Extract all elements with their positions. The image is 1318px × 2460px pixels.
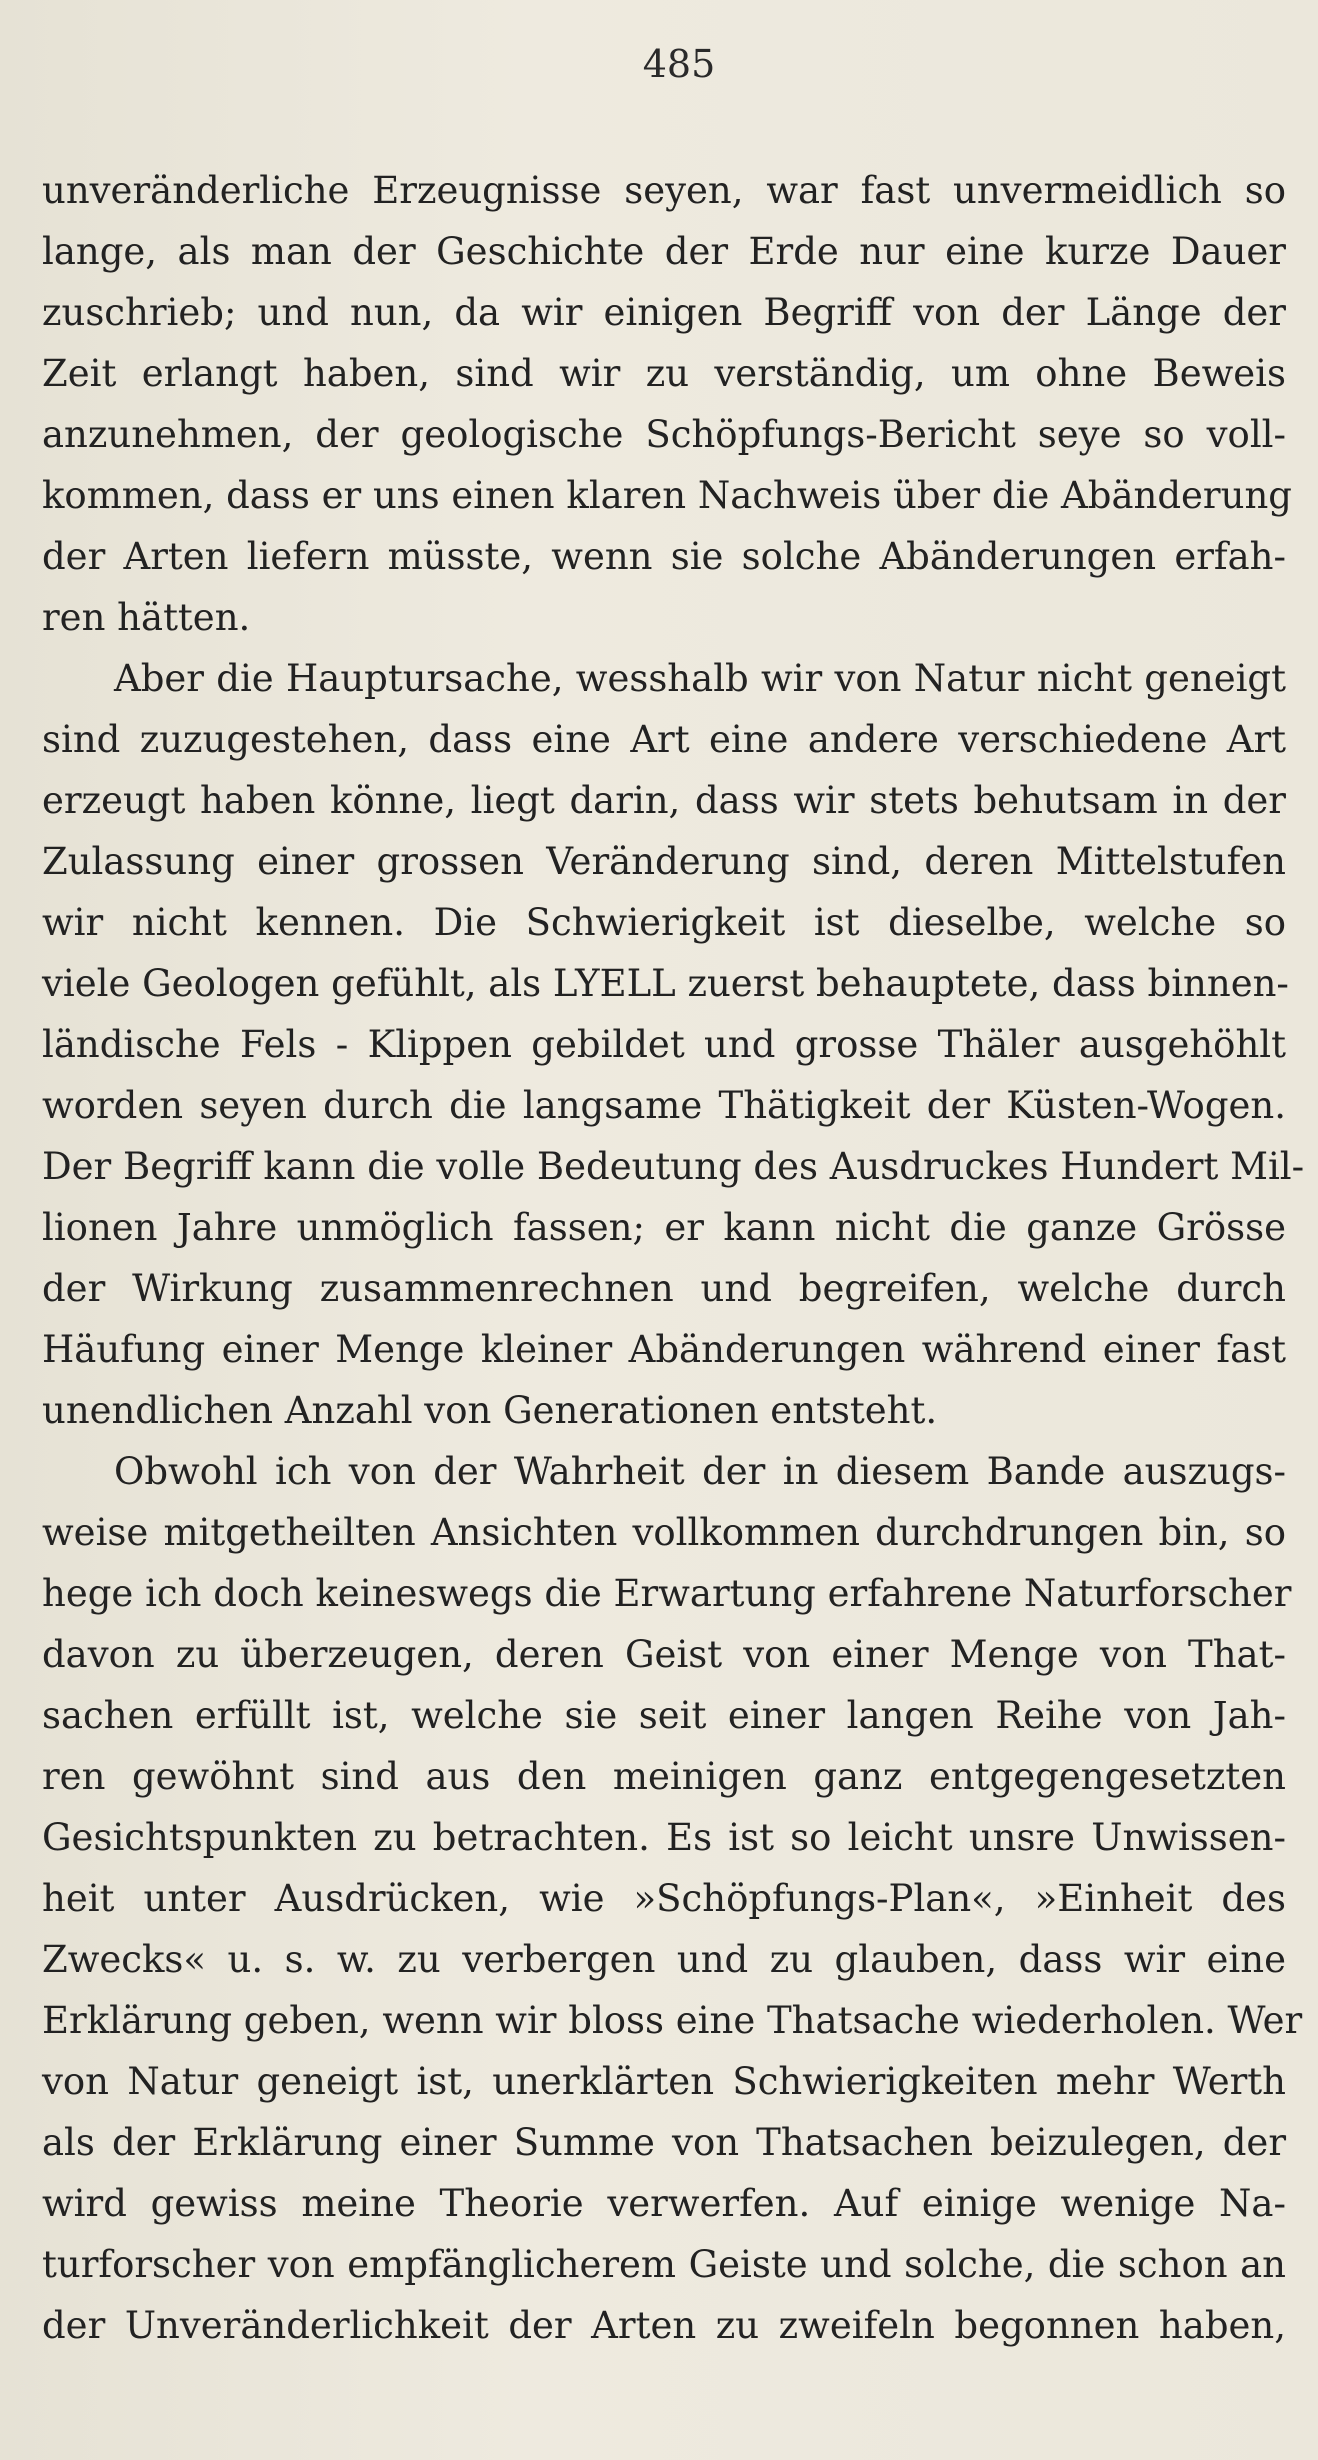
text-line: hege ich doch keineswegs die Erwartung erfahrene Naturforscher <box>42 1572 1292 1615</box>
text-line: wird gewiss meine Theorie verwerfen. Auf einige wenige Na- <box>42 2182 1286 2225</box>
text-line: weise mitgetheilten Ansichten vollkommen durchdrungen bin, so <box>42 1511 1286 1554</box>
text-line: davon zu überzeugen, deren Geist von einer Menge von That- <box>42 1633 1286 1676</box>
text-line: lange, als man der Geschichte der Erde nur eine kurze Dauer <box>42 230 1286 273</box>
text-line: Obwohl ich von der Wahrheit der in diesem Bande auszugs- <box>114 1450 1286 1493</box>
text-line: lionen Jahre unmöglich fassen; er kann nicht die ganze Grösse <box>42 1206 1286 1249</box>
text-line: erzeugt haben könne, liegt darin, dass wir stets behutsam in der <box>42 779 1286 822</box>
text-line: der Wirkung zusammenrechnen und begreifen, welche durch <box>42 1267 1286 1310</box>
text-line: kommen, dass er uns einen klaren Nachweis über die Abänderung <box>42 474 1292 517</box>
text-line: Häufung einer Menge kleiner Abänderungen während einer fast <box>42 1328 1286 1371</box>
text-line: ländische Fels - Klippen gebildet und grosse Thäler ausgehöhlt <box>42 1023 1286 1066</box>
text-line: der Unveränderlichkeit der Arten zu zweifeln begonnen haben, <box>42 2304 1286 2347</box>
text-line: unveränderliche Erzeugnisse seyen, war fast unvermeidlich so <box>42 169 1286 212</box>
text-line: unendlichen Anzahl von Generationen entsteht. <box>42 1389 938 1432</box>
text-line: viele Geologen gefühlt, als LYELL zuerst behauptete, dass binnen- <box>42 962 1289 1005</box>
paragraph <box>42 1441 1303 2356</box>
text-line: turforscher von empfänglicherem Geiste und solche, die schon an <box>42 2243 1286 2286</box>
text-line: anzunehmen, der geologische Schöpfungs-Bericht seye so voll- <box>42 413 1286 456</box>
text-line: Zeit erlangt haben, sind wir zu verständig, um ohne Beweis <box>42 352 1286 395</box>
text-line: der Arten liefern müsste, wenn sie solche Abänderungen erfah- <box>42 535 1286 578</box>
text-line: ren hätten. <box>42 596 251 639</box>
text-line: wir nicht kennen. Die Schwierigkeit ist dieselbe, welche so <box>42 901 1286 944</box>
text-line: Zwecks« u. s. w. zu verbergen und zu glauben, dass wir eine <box>42 1938 1286 1981</box>
text-line: Erklärung geben, wenn wir bloss eine Thatsache wiederholen. Wer <box>42 1999 1303 2042</box>
text-line: sachen erfüllt ist, welche sie seit einer langen Reihe von Jah- <box>42 1694 1286 1737</box>
paragraph <box>42 160 1292 648</box>
text-line: von Natur geneigt ist, unerklärten Schwierigkeiten mehr Werth <box>42 2060 1286 2103</box>
page-number: 485 <box>642 42 716 86</box>
text-body <box>42 160 1305 2356</box>
text-line: Aber die Hauptursache, wesshalb wir von Natur nicht geneigt <box>114 657 1286 700</box>
text-line: Gesichtspunkten zu betrachten. Es ist so leicht unsre Unwissen- <box>42 1816 1286 1859</box>
text-line: Zulassung einer grossen Veränderung sind, deren Mittelstufen <box>42 840 1286 883</box>
text-line: als der Erklärung einer Summe von Thatsachen beizulegen, der <box>42 2121 1286 2164</box>
text-line: zuschrieb; und nun, da wir einigen Begriff von der Länge der <box>42 291 1286 334</box>
text-line: sind zuzugestehen, dass eine Art eine andere verschiedene Art <box>42 718 1286 761</box>
text-line: heit unter Ausdrücken, wie »Schöpfungs-Plan«, »Einheit des <box>42 1877 1286 1920</box>
text-line: worden seyen durch die langsame Thätigkeit der Küsten-Wogen. <box>42 1084 1286 1127</box>
paragraph <box>42 648 1305 1441</box>
text-line: ren gewöhnt sind aus den meinigen ganz entgegengesetzten <box>42 1755 1286 1798</box>
text-line: Der Begriff kann die volle Bedeutung des Ausdruckes Hundert Mil- <box>42 1145 1305 1188</box>
